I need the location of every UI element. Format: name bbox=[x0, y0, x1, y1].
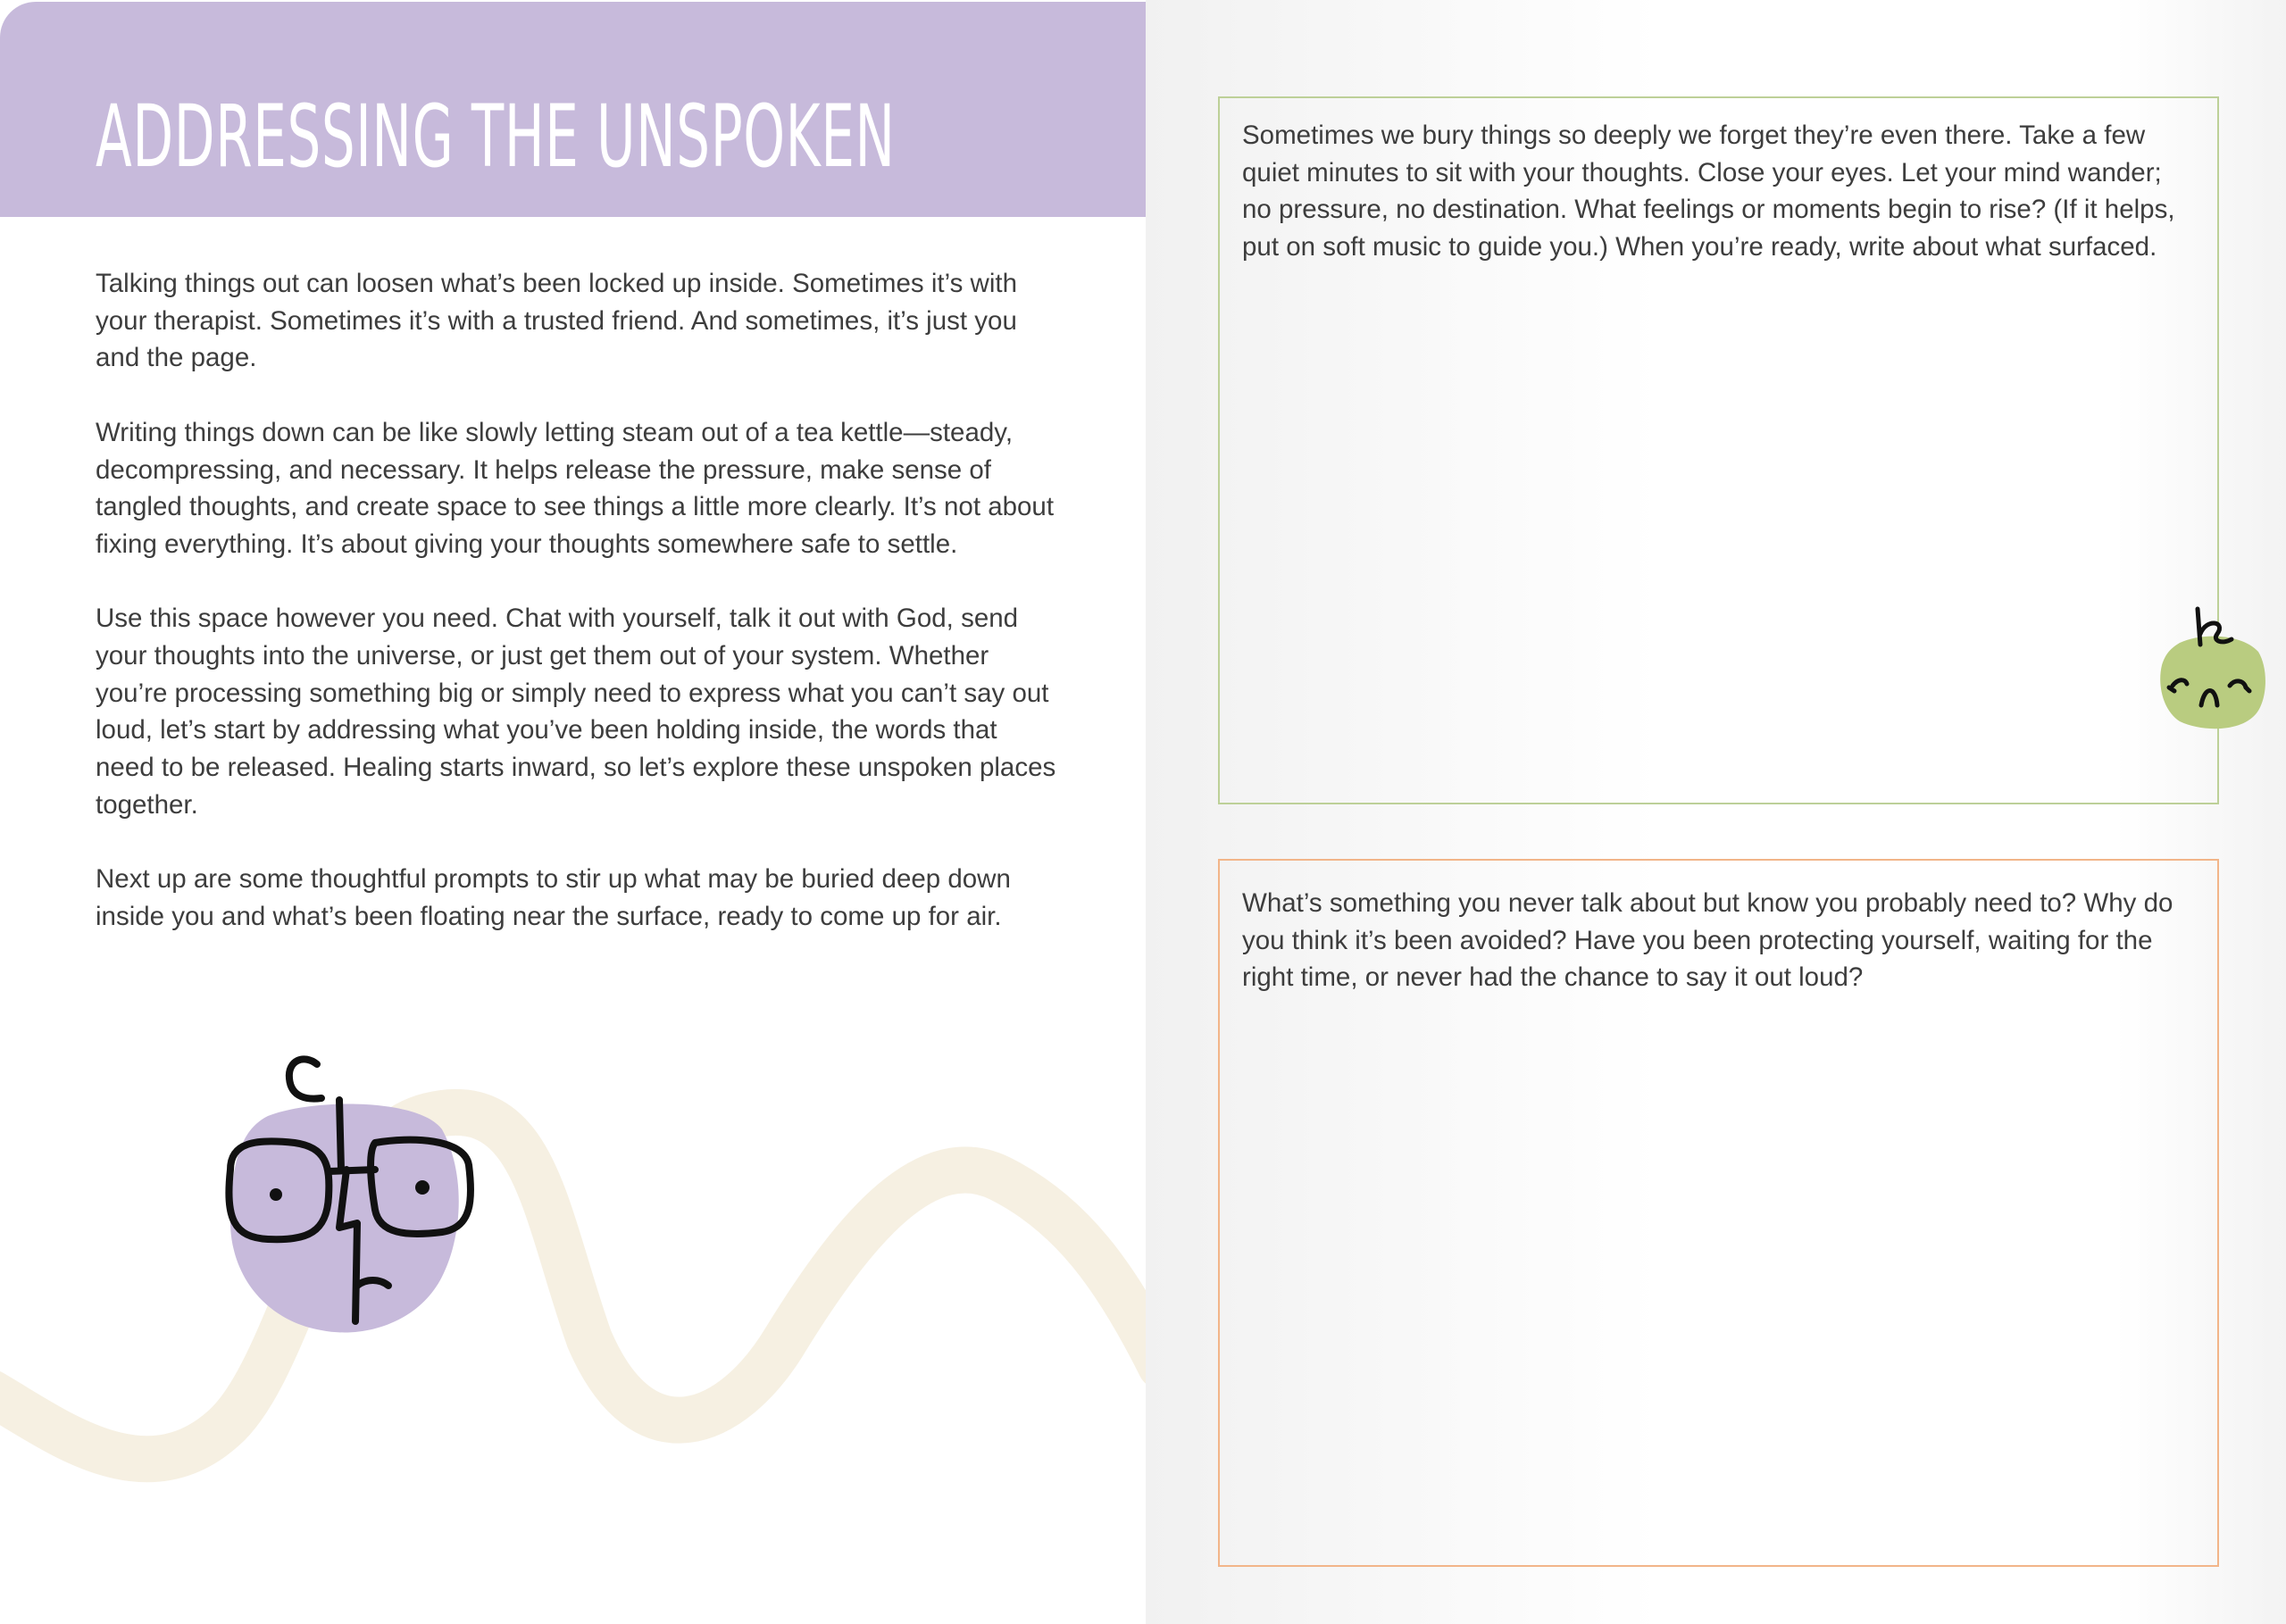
wave-ribbon bbox=[0, 1112, 1146, 1459]
journal-prompt-box-1[interactable] bbox=[1218, 96, 2219, 804]
prompt-text-1: Sometimes we bury things so deeply we forget they’re even there. Take a few quiet minutes to sit with your thoughts. Close your eyes. Let your mind wander; no pressure, no destination. What feelings or moments begin to rise? (If it helps, put on soft music to guide you.) When you’re ready, write about what surfaced. bbox=[1242, 121, 2175, 262]
paragraph-2: Writing things down can be like slowly letting steam out of a tea kettle—steady, decompressing, and necessary. It helps release the pressure, make sense of tangled thoughts, and create space to see things a little more clearly. It’s not about fixing everything. It’s about giving your thoughts somewhere safe to settle. bbox=[96, 417, 1055, 559]
journal-prompt-box-2[interactable] bbox=[1218, 859, 2219, 1567]
right-page bbox=[1146, 0, 2286, 1624]
sad-face-doodle-icon bbox=[2153, 598, 2269, 741]
prompt-text-2: What’s something you never talk about but know you probably need to? Why do you think it’s been avoided? Have you been protecting yourself, waiting for the right time, or never had the chance to say it out loud? bbox=[1242, 888, 2173, 993]
wave-and-glasses-doodle bbox=[0, 964, 1146, 1500]
body-text bbox=[96, 265, 1060, 972]
paragraph-4: Next up are some thoughtful prompts to stir up what may be buried deep down inside you and what’s been floating near the surface, ready to come up for air. bbox=[96, 864, 1011, 931]
paragraph-3: Use this space however you need. Chat with yourself, talk it out with God, send your thoughts into the universe, or just get them out of your system. Whether you’re processing something big or simply need to express what you can’t say out loud, let’s start by addressing what you’ve been holding inside, the words that need to be released. Healing starts inward, so let’s explore these unspoken places together. bbox=[96, 604, 1056, 820]
page-title: ADDRESSING THE UNSPOKEN bbox=[96, 87, 896, 187]
paragraph-1: Talking things out can loosen what’s been locked up inside. Sometimes it’s with your therapist. Sometimes it’s with a trusted friend. And sometimes, it’s just you and the page. bbox=[96, 269, 1017, 373]
